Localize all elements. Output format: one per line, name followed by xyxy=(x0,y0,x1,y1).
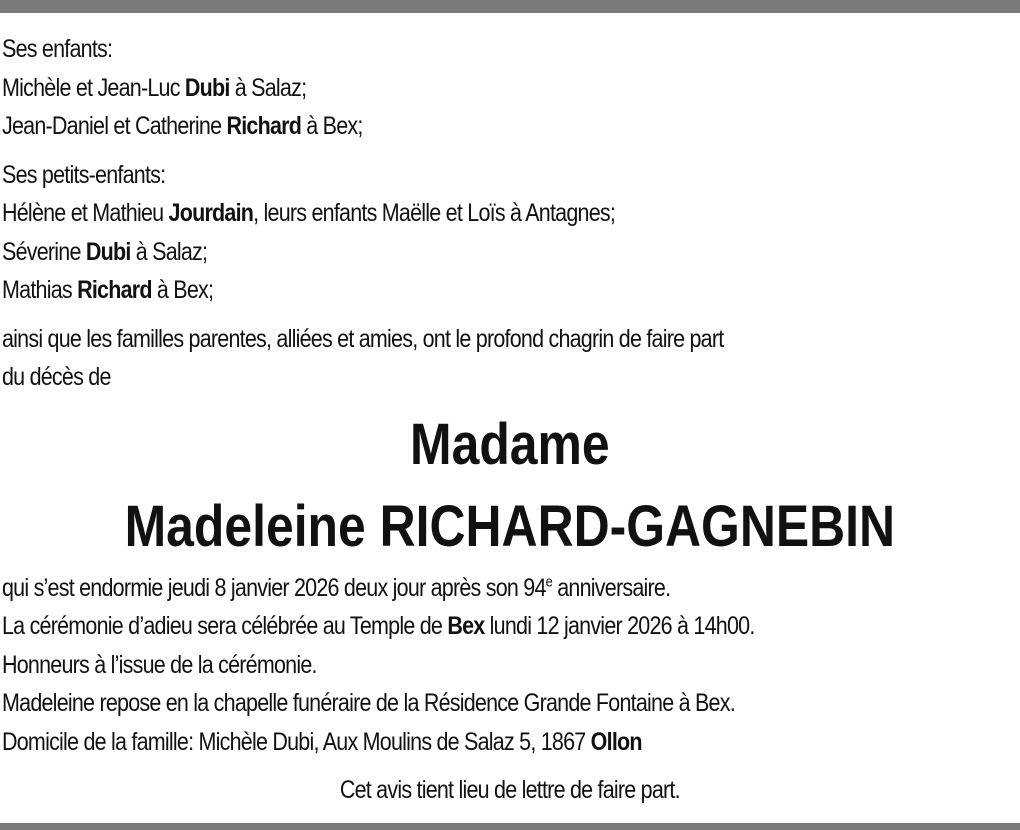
family-name: Richard xyxy=(77,276,152,304)
grandchild-line: Séverine Dubi à Salaz; xyxy=(2,237,208,266)
family-name: Richard xyxy=(226,112,302,140)
rest-line: Madeleine repose en la chapelle funéraire de la Résidence Grande Fontaine à Bex. xyxy=(2,689,735,717)
obituary-notice xyxy=(2,30,1018,810)
details-section xyxy=(2,569,1018,762)
announcement-text xyxy=(2,320,1018,397)
top-rule xyxy=(0,0,1020,13)
grandchild-line: Mathias Richard à Bex; xyxy=(2,276,214,304)
grandchild-line: Hélène et Mathieu Jourdain, leurs enfants Maëlle et Loïs à Antagnes; xyxy=(2,199,616,227)
home-line: Domicile de la famille: Michèle Dubi, Aux Moulins de Salaz 5, 1867 Ollon xyxy=(2,727,642,756)
bottom-rule xyxy=(0,823,1020,830)
deceased-name: Madeleine RICHARD-GAGNEBIN xyxy=(124,493,896,559)
announcement-line: du décès de xyxy=(2,363,111,391)
child-line: Michèle et Jean-Luc Dubi à Salaz; xyxy=(2,73,307,102)
ceremony-line: La cérémonie d’adieu sera célébrée au Temple de Bex lundi 12 janvier 2026 à 14h00. xyxy=(2,612,755,640)
children-heading: Ses enfants: xyxy=(2,35,113,63)
place-name: Ollon xyxy=(590,727,642,756)
place-name: Bex xyxy=(447,612,485,640)
deceased-title: Madame xyxy=(410,411,610,477)
honours-line: Honneurs à l’issue de la cérémonie. xyxy=(2,650,317,679)
closing-line: Cet avis tient lieu de lettre de faire part. xyxy=(339,776,680,804)
family-name: Dubi xyxy=(184,73,230,102)
family-name: Dubi xyxy=(85,237,131,266)
grandchildren-section xyxy=(2,156,1018,310)
children-section xyxy=(2,30,1018,146)
announcement-line: ainsi que les familles parentes, alliées et amies, ont le profond chagrin de faire part xyxy=(2,324,724,353)
grandchildren-heading: Ses petits-enfants: xyxy=(2,160,166,189)
death-line: qui s’est endormie jeudi 8 janvier 2026 deux jour après son 94e anniversaire. xyxy=(2,573,671,602)
family-name: Jourdain xyxy=(168,199,254,227)
child-line: Jean-Daniel et Catherine Richard à Bex; xyxy=(2,112,363,140)
